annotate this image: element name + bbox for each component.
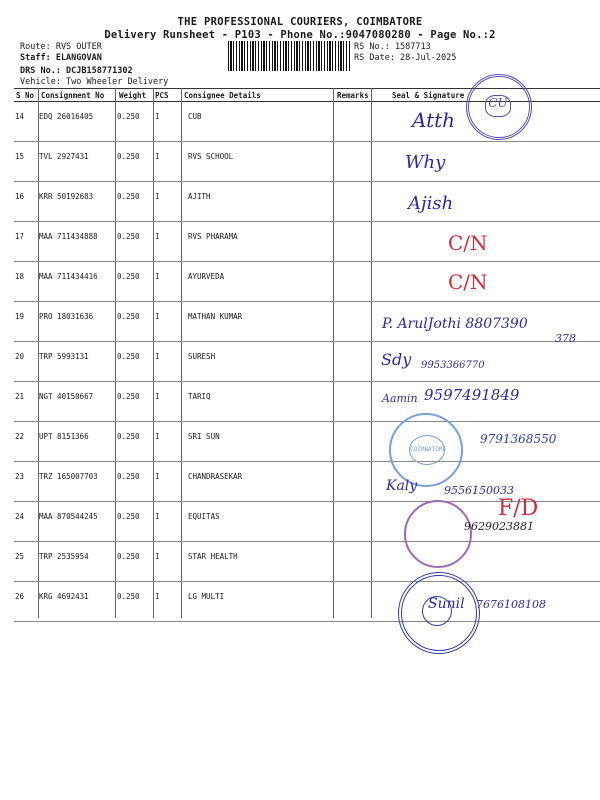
cn-mark-row17: C/N <box>448 231 488 255</box>
document-subtitle: Delivery Runsheet - P103 - Phone No.:9047080280 - Page No.:2 <box>104 29 496 41</box>
cell-weight: 0.250 <box>117 352 140 361</box>
cell-consignee: EQUITAS <box>188 512 220 521</box>
cell-consignment-no: PRO 18031636 <box>39 312 94 321</box>
cell-sno: 21 <box>15 392 25 401</box>
receiver-name-row19: P. ArulJothi 8807390 <box>382 316 528 332</box>
rs-number: RS No.: 1587713 <box>354 42 431 52</box>
table-row <box>14 542 600 582</box>
phone-row23: 9556150033 <box>444 484 514 497</box>
cell-consignee: MATHAN KUMAR <box>188 312 243 321</box>
cell-sno: 17 <box>15 232 25 241</box>
route-label: Route: RVS OUTER <box>20 42 102 52</box>
col-header-signature: Seal & Signature <box>392 91 465 100</box>
barcode <box>228 41 350 71</box>
phone-row20: 9953366770 <box>421 360 485 371</box>
cell-pcs: 1 <box>155 592 160 601</box>
col-header-consignment: Consignment No <box>41 91 105 100</box>
cell-weight: 0.250 <box>117 192 140 201</box>
cell-sno: 23 <box>15 472 25 481</box>
phone-row21: 9597491849 <box>424 386 520 404</box>
col-header-consignee: Consignee Details <box>184 91 261 100</box>
drs-number: DRS No.: DCJB158771302 <box>20 66 133 76</box>
cell-consignee: CUB <box>188 112 202 121</box>
cell-weight: 0.250 <box>117 512 140 521</box>
cell-consignee: SRI SUN <box>188 432 220 441</box>
solutions-stamp <box>389 413 463 487</box>
cell-sno: 26 <box>15 592 25 601</box>
table-row <box>14 262 600 302</box>
signature-row26: Sunil <box>428 596 465 612</box>
cell-consignment-no: TRP 5993131 <box>39 352 89 361</box>
cell-consignment-no: TRP 2535954 <box>39 552 89 561</box>
cell-weight: 0.250 <box>117 392 140 401</box>
table-row <box>14 222 600 262</box>
cn-mark-row18: C/N <box>448 270 488 294</box>
cell-weight: 0.250 <box>117 272 140 281</box>
bank-stamp-logo: CU <box>485 95 511 117</box>
table-row <box>14 142 600 182</box>
signature-row21: Aamin <box>382 392 418 405</box>
cell-consignment-no: MAA 870544245 <box>39 512 98 521</box>
cell-consignment-no: KRG 4692431 <box>39 592 89 601</box>
cell-consignment-no: TVL 2927431 <box>39 152 89 161</box>
cell-consignee: AJITH <box>188 192 211 201</box>
signature-row15: Why <box>405 152 446 173</box>
cell-sno: 25 <box>15 552 25 561</box>
col-header-sno: S No <box>16 91 35 100</box>
cell-consignee: SURESH <box>188 352 216 361</box>
cell-weight: 0.250 <box>117 592 140 601</box>
col-header-remarks: Remarks <box>337 91 369 100</box>
lg-stamp <box>398 572 480 654</box>
col-header-pcs: PCS <box>155 91 169 100</box>
rs-date: RS Date: 28-Jul-2025 <box>354 53 457 63</box>
cell-weight: 0.250 <box>117 152 140 161</box>
document-title: THE PROFESSIONAL COURIERS, COIMBATORE <box>177 16 423 28</box>
cell-pcs: 1 <box>155 192 160 201</box>
solutions-stamp-center: COIMBATORE <box>409 435 445 465</box>
cell-sno: 16 <box>15 192 25 201</box>
cell-consignment-no: EDQ 26016405 <box>39 112 94 121</box>
cell-consignment-no: TRZ 165007703 <box>39 472 98 481</box>
cell-consignee: TARIQ <box>188 392 211 401</box>
table-row <box>14 342 600 382</box>
cell-consignment-no: NGT 40150667 <box>39 392 94 401</box>
cell-sno: 18 <box>15 272 25 281</box>
cell-pcs: 1 <box>155 512 160 521</box>
cell-pcs: 1 <box>155 232 160 241</box>
col-header-weight: Weight <box>119 91 147 100</box>
signature-row20: Sdy <box>381 350 412 369</box>
cell-weight: 0.250 <box>117 472 140 481</box>
cell-sno: 24 <box>15 512 25 521</box>
cell-consignee: AYURVEDA <box>188 272 225 281</box>
company-stamp <box>404 500 472 568</box>
signature-row16: Ajish <box>408 193 454 214</box>
cell-consignment-no: UPT 8151366 <box>39 432 89 441</box>
cell-pcs: 1 <box>155 112 160 121</box>
phone-row22: 9791368550 <box>480 432 557 446</box>
cell-sno: 22 <box>15 432 25 441</box>
cell-pcs: 1 <box>155 552 160 561</box>
cell-weight: 0.250 <box>117 312 140 321</box>
signature-row23: Kaly <box>386 478 418 494</box>
cell-consignee: STAR HEALTH <box>188 552 238 561</box>
cell-sno: 14 <box>15 112 25 121</box>
cell-weight: 0.250 <box>117 112 140 121</box>
table-row <box>14 182 600 222</box>
cell-sno: 20 <box>15 352 25 361</box>
cell-sno: 15 <box>15 152 25 161</box>
signature-row14: Atth <box>412 108 456 132</box>
cell-pcs: 1 <box>155 272 160 281</box>
cell-consignment-no: MAA 711434888 <box>39 232 98 241</box>
cell-pcs: 1 <box>155 152 160 161</box>
cell-weight: 0.250 <box>117 232 140 241</box>
vehicle-label: Vehicle: Two Wheeler Delivery <box>20 77 169 87</box>
cell-pcs: 1 <box>155 432 160 441</box>
cell-pcs: 1 <box>155 312 160 321</box>
phone-row26: 7676108108 <box>476 598 546 611</box>
cell-consignee: RVS PHARAMA <box>188 232 238 241</box>
staff-label: Staff: ELANGOVAN <box>20 53 102 63</box>
cell-consignment-no: KRR 50192683 <box>39 192 94 201</box>
cell-consignee: CHANDRASEKAR <box>188 472 243 481</box>
cell-weight: 0.250 <box>117 552 140 561</box>
cell-sno: 19 <box>15 312 25 321</box>
receiver-phone-cont-row19: 378 <box>555 332 576 345</box>
fd-mark-row24: F/D <box>498 496 539 521</box>
cell-consignee: RVS SCHOOL <box>188 152 234 161</box>
row-divider <box>14 621 600 622</box>
cell-consignee: LG MULTI <box>188 592 225 601</box>
cell-weight: 0.250 <box>117 432 140 441</box>
cell-consignment-no: MAA 711434416 <box>39 272 98 281</box>
phone-row24: 9629023881 <box>464 520 534 533</box>
cell-pcs: 1 <box>155 352 160 361</box>
bank-stamp <box>466 74 532 140</box>
cell-pcs: 1 <box>155 392 160 401</box>
cell-pcs: 1 <box>155 472 160 481</box>
